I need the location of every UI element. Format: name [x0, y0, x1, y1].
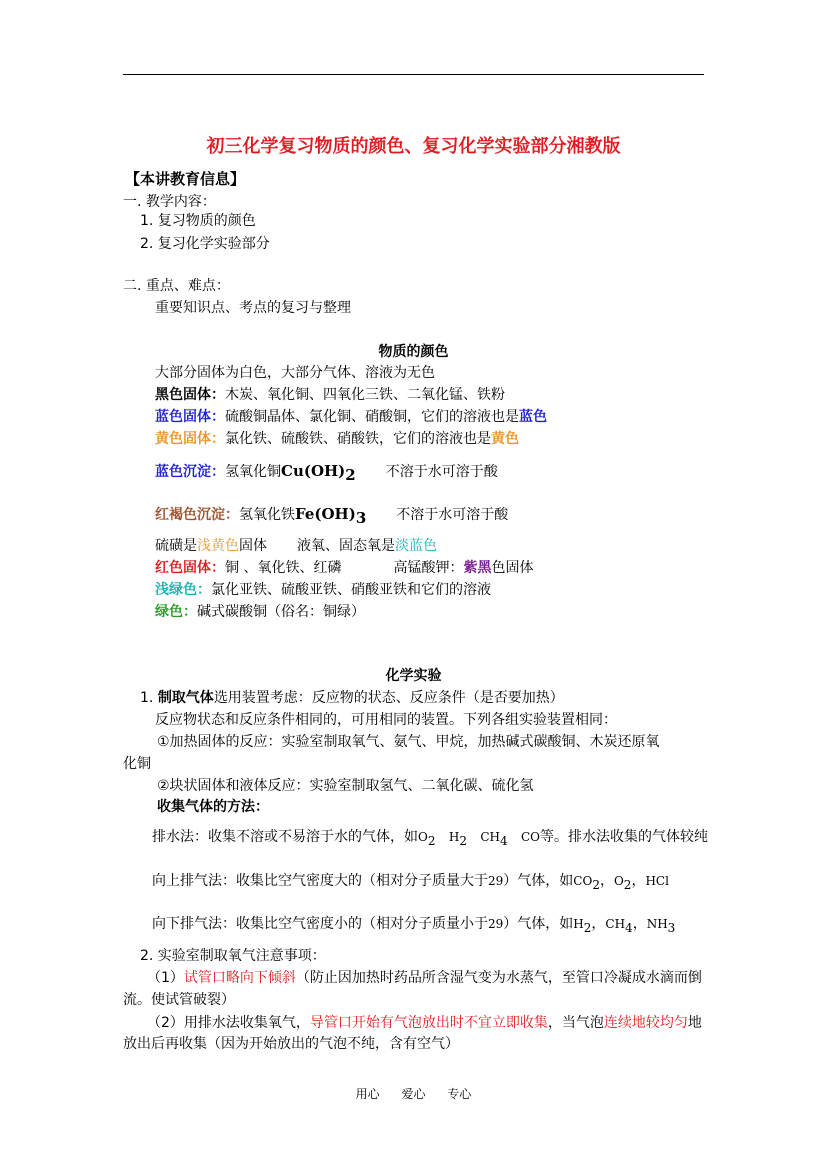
downward-method-line — [152, 915, 675, 937]
down-f3: NH — [646, 917, 668, 931]
s1-item: 2. 复习化学实验部分 — [140, 236, 270, 252]
up-f1s: 2 — [592, 877, 600, 892]
oxygen-a: 液氧、固态氧是 — [297, 538, 395, 554]
brownp-formula: Fe(OH) — [295, 505, 356, 523]
water-f2: H — [448, 830, 460, 844]
water-f1: O — [418, 830, 428, 844]
n1-a: （1） — [147, 970, 184, 986]
exp-item-2: 2. 实验室制取氧气注意事项： — [140, 948, 326, 964]
green-line — [155, 603, 365, 621]
exp-line: ②块状固体和液体反应：实验室制取氢气、二氧化碳、硫化氢 — [157, 778, 534, 794]
water-a: 排水法：收集不溶或不易溶于水的气体，如 — [152, 829, 418, 845]
down-sep: ， — [591, 916, 606, 932]
oxygen-color: 淡蓝色 — [395, 538, 437, 554]
i1-num: 1. — [140, 690, 154, 706]
water-f1s: 2 — [427, 833, 436, 848]
red-label: 红色固体： — [155, 560, 225, 576]
sulfur-color: 浅黄色 — [197, 538, 239, 554]
s1-heading: 一. 教学内容： — [123, 194, 216, 210]
n2-c: 地 — [687, 1015, 702, 1031]
up-f3: HCl — [645, 874, 669, 888]
black-solids-line — [155, 386, 505, 404]
bluep-text: 氢氧化铜 — [225, 464, 281, 480]
n2-b: ，当气泡 — [547, 1015, 604, 1031]
blue-precipitate-line — [155, 460, 498, 486]
n1-b: （防止因加热时药品所含湿气变为水蒸气，至管口冷凝成水滴而倒 — [295, 970, 702, 986]
bluep-sub: 2 — [345, 465, 356, 484]
kmno4-color: 紫黑 — [463, 560, 492, 576]
down-a: 向下排气法：收集比空气密度小的（相对分子质量小于 — [152, 916, 488, 932]
down-f2: CH — [605, 917, 626, 931]
green-text: 碱式碳酸铜（俗名：铜绿） — [197, 604, 365, 620]
kmno4-b: 色固体 — [491, 560, 534, 576]
yellow-end: 黄色 — [491, 431, 519, 447]
s1-item: 1. 复习物质的颜色 — [140, 213, 256, 229]
exp-line: 化铜 — [123, 756, 151, 772]
light-green-line — [155, 581, 491, 599]
exp-line: ①加热固体的反应：实验室制取氧气、氨气、甲烷，加热碱式碳酸铜、木炭还原氧 — [157, 734, 660, 750]
up-sep: ， — [631, 873, 646, 889]
i1-text: 选用装置考虑：反应物的状态、反应条件（是否要加热） — [213, 690, 564, 706]
n2-red2: 连续地较均匀 — [603, 1015, 688, 1031]
water-b: 等。排水法收集的气体较纯 — [540, 829, 708, 845]
up-a: 向上排气法：收集比空气密度大的（相对分子质量大于 — [152, 873, 488, 889]
up-f1: CO — [573, 874, 593, 888]
yellow-label: 黄色固体： — [155, 431, 225, 447]
up-f2s: 2 — [623, 877, 632, 892]
down-sep: ， — [632, 916, 647, 932]
colors-heading: 物质的颜色 — [378, 344, 449, 360]
down-b: ）气体，如 — [503, 916, 574, 932]
page-title: 初三化学复习物质的颜色、复习化学实验部分湘教版 — [206, 136, 621, 157]
red-text: 铜 、氧化铁、红磷 — [225, 560, 342, 576]
i1-bold: 制取气体 — [157, 690, 214, 706]
blue-end: 蓝色 — [519, 409, 547, 425]
yellow-solids-line — [155, 430, 519, 448]
red-solids-line — [155, 559, 533, 577]
blue-label: 蓝色固体： — [155, 409, 225, 425]
sulfur-a: 硫磺是 — [155, 538, 197, 554]
up-f2: O — [613, 874, 624, 888]
bluep-note: 不溶于水可溶于酸 — [385, 464, 498, 480]
yellow-text: 氯化铁、硫酸铁、硝酸铁，它们的溶液也是 — [225, 431, 491, 447]
down-f2s: 4 — [625, 920, 633, 935]
page-footer: 用心 爱心 专心 — [355, 1087, 472, 1101]
section-header: 【本讲教育信息】 — [125, 170, 246, 188]
brownp-text: 氢氧化铁 — [239, 507, 295, 523]
note-1-cont: 流。使试管破裂） — [123, 992, 235, 1008]
water-f2s: 2 — [459, 833, 467, 848]
water-method-line — [152, 828, 708, 850]
black-text: 木炭、氧化铜、四氧化三铁、二氧化锰、铁粉 — [225, 387, 505, 403]
upward-method-line — [152, 872, 669, 894]
down-f3s: 3 — [667, 920, 676, 935]
n2-red: 导管口开始有气泡放出时不宜立即收集 — [309, 1015, 548, 1031]
exp-item-1 — [140, 689, 564, 707]
lgreen-text: 氯化亚铁、硫酸亚铁、硝酸亚铁和它们的溶液 — [211, 582, 491, 598]
header-rule — [123, 74, 704, 75]
lgreen-label: 浅绿色： — [155, 582, 211, 598]
up-num: 29 — [488, 874, 504, 888]
black-label: 黑色固体： — [155, 387, 225, 403]
brown-precipitate-line — [155, 503, 508, 529]
note-1-line — [147, 969, 702, 987]
colors-intro: 大部分固体为白色，大部分气体、溶液为无色 — [155, 365, 435, 381]
sulfur-line — [155, 537, 437, 555]
brownp-sub: 3 — [355, 508, 367, 527]
up-b: ）气体，如 — [503, 873, 574, 889]
n2-a: （2）用排水法收集氧气， — [147, 1015, 310, 1031]
s2-body: 重要知识点、考点的复习与整理 — [155, 300, 351, 316]
n1-red: 试管口略向下倾斜 — [183, 970, 296, 986]
brownp-note: 不溶于水可溶于酸 — [396, 507, 509, 523]
down-num: 29 — [488, 917, 504, 931]
brownp-label: 红褐色沉淀： — [155, 507, 239, 523]
kmno4-a: 高锰酸钾： — [393, 560, 464, 576]
water-f3: CH — [480, 830, 500, 844]
experiment-heading: 化学实验 — [385, 668, 442, 684]
bluep-formula: Cu(OH) — [281, 462, 346, 480]
water-f4: CO — [520, 830, 540, 844]
water-f3s: 4 — [499, 833, 508, 848]
s2-heading: 二. 重点、难点： — [123, 278, 230, 294]
blue-solids-line — [155, 408, 547, 426]
blue-text: 硫酸铜晶体、氯化铜、硝酸铜，它们的溶液也是 — [225, 409, 519, 425]
up-sep: ， — [599, 873, 614, 889]
note-2-line — [147, 1014, 702, 1032]
down-f1s: 2 — [583, 920, 592, 935]
sulfur-b: 固体 — [239, 538, 267, 554]
note-2-cont: 放出后再收集（因为开始放出的气泡不纯，含有空气） — [123, 1036, 459, 1052]
bluep-label: 蓝色沉淀： — [155, 464, 225, 480]
green-label: 绿色： — [155, 604, 197, 620]
collect-heading: 收集气体的方法： — [157, 799, 269, 815]
exp-line: 反应物状态和反应条件相同的，可用相同的装置。下列各组实验装置相同： — [155, 712, 617, 728]
down-f1: H — [573, 917, 584, 931]
